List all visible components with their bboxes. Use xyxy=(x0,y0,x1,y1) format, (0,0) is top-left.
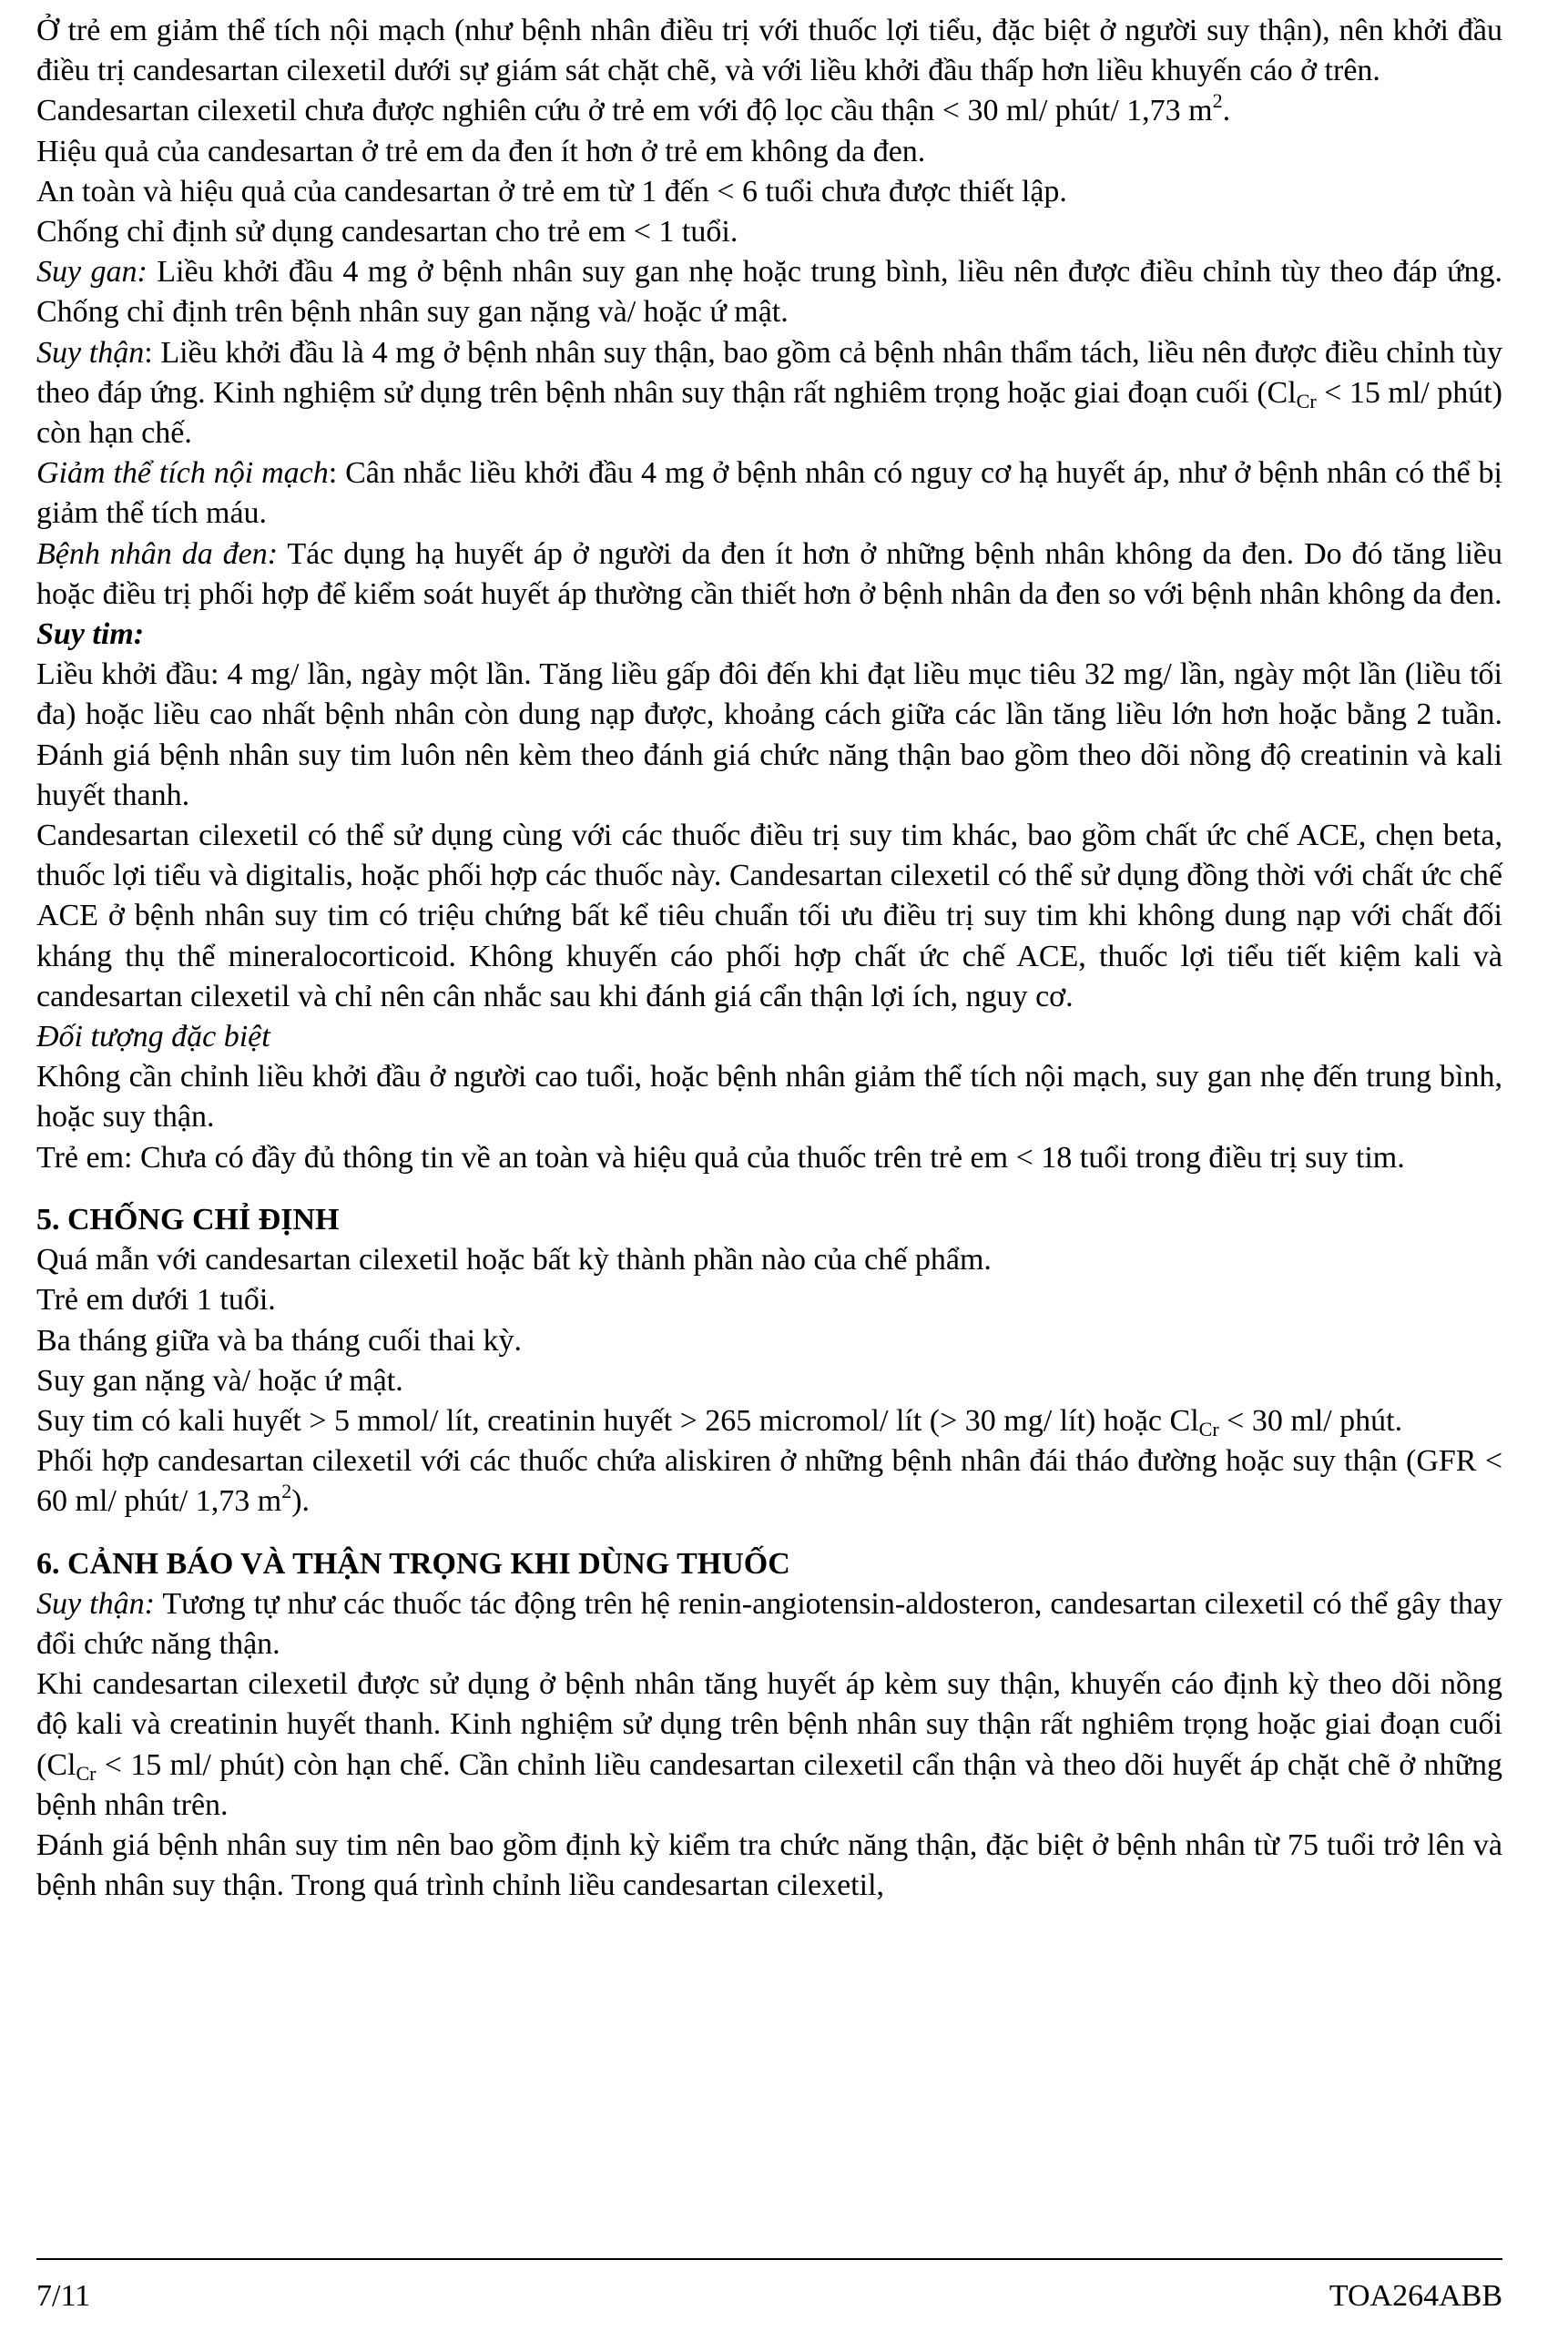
black-patients-paragraph xyxy=(36,534,1502,615)
subscript: Cr xyxy=(1296,389,1317,412)
paragraph: Hiệu quả của candesartan ở trẻ em da đen ít hơn ở trẻ em không da đen. xyxy=(36,134,926,168)
paragraph xyxy=(36,91,1502,131)
text-run: < 30 ml/ phút. xyxy=(1218,1403,1403,1438)
paragraph: An toàn và hiệu quả của candesartan ở trẻ em từ 1 đến < 6 tuổi chưa được thiết lập. xyxy=(36,174,1067,209)
liver-paragraph xyxy=(36,252,1502,332)
text-run: < 15 ml/ phút) còn hạn chế. xyxy=(36,375,1502,451)
section-6-heading: 6. CẢNH BÁO VÀ THẬN TRỌNG KHI DÙNG THUỐC xyxy=(36,1546,790,1581)
text-run: . xyxy=(1222,94,1231,128)
paragraph: Đánh giá bệnh nhân suy tim nên bao gồm định kỳ kiểm tra chức năng thận, đặc biệt ở bệnh nhân từ 75 tuổi trở lên và bệnh nhân suy thận. Trong quá trình chỉnh liều candesartan cilexetil, xyxy=(36,1827,1502,1903)
subscript: Cr xyxy=(76,1761,97,1785)
paragraph: Ở trẻ em giảm thể tích nội mạch (như bệnh nhân điều trị với thuốc lợi tiểu, đặc biệt ở người suy thận), nên khởi đầu điều trị candesartan cilexetil dưới sự giám sát chặt chẽ, và với liều khởi đầu thấp hơn liều khuyến cáo ở trên. xyxy=(36,14,1502,88)
page-footer xyxy=(36,2276,1502,2316)
text-run: : Cân nhắc liều khởi đầu 4 mg ở bệnh nhân có nguy cơ hạ huyết áp, như ở bệnh nhân có thể bị giảm thể tích máu. xyxy=(36,456,1502,531)
list-item: Trẻ em dưới 1 tuổi. xyxy=(36,1283,276,1318)
italic-label: Đối tượng đặc biệt xyxy=(36,1020,270,1054)
text-run: ). xyxy=(291,1484,311,1519)
spacer xyxy=(36,1522,1502,1544)
paragraph xyxy=(36,1664,1502,1826)
paragraph: Liều khởi đầu: 4 mg/ lần, ngày một lần. Tăng liều gấp đôi đến khi đạt liều mục tiêu 32 mg/ lần, ngày một lần (liều tối đa) hoặc liều cao nhất bệnh nhân còn dung nạp được, khoảng cách giữa các lần tăng liều lớn hơn hoặc bằng 2 tuần. Đánh giá bệnh nhân suy tim luôn nên kèm theo đánh giá chức năng thận bao gồm theo dõi nồng độ creatinin và kali huyết thanh. xyxy=(36,657,1502,812)
special-heading xyxy=(36,1017,1502,1057)
paragraph: Không cần chỉnh liều khởi đầu ở người cao tuổi, hoặc bệnh nhân giảm thể tích nội mạch, suy gan nhẹ đến trung bình, hoặc suy thận. xyxy=(36,1060,1502,1135)
italic-label: Suy thận xyxy=(36,335,145,370)
text-run: Liều khởi đầu 4 mg ở bệnh nhân suy gan nhẹ hoặc trung bình, liều nên được điều chỉnh tùy theo đáp ứng. Chống chỉ định trên bệnh nhân suy gan nặng và/ hoặc ứ mật. xyxy=(36,255,1502,330)
paragraph: Trẻ em: Chưa có đầy đủ thông tin về an toàn và hiệu quả của thuốc trên trẻ em < 18 tuổi trong điều trị suy tim. xyxy=(36,1140,1405,1175)
italic-label: Giảm thể tích nội mạch xyxy=(36,456,329,491)
text-run: Candesartan cilexetil chưa được nghiên cứu ở trẻ em với độ lọc cầu thận < 30 ml/ phút/ 1,73 m xyxy=(36,94,1213,128)
list-item: Quá mẫn với candesartan cilexetil hoặc bất kỳ thành phần nào của chế phẩm. xyxy=(36,1243,992,1277)
list-item: Ba tháng giữa và ba tháng cuối thai kỳ. xyxy=(36,1323,523,1358)
text-run: Tác dụng hạ huyết áp ở người da đen ít hơn ở những bệnh nhân không da đen. Do đó tăng liều hoặc điều trị phối hợp để kiểm soát huyết áp thường cần thiết hơn ở bệnh nhân da đen so với bệnh nhân không da đen. xyxy=(36,536,1502,611)
subscript: Cr xyxy=(1198,1417,1219,1440)
text-run: < 15 ml/ phút) còn hạn chế. Cần chỉnh liều candesartan cilexetil cẩn thận và theo dõi huyết áp chặt chẽ ở những bệnh nhân trên. xyxy=(36,1747,1502,1822)
italic-label: Suy thận: xyxy=(36,1586,155,1621)
volume-paragraph xyxy=(36,453,1502,534)
paragraph: Candesartan cilexetil có thể sử dụng cùng với các thuốc điều trị suy tim khác, bao gồm chất ức chế ACE, chẹn beta, thuốc lợi tiểu và digitalis, hoặc phối hợp các thuốc này. Candesartan cilexetil có thể sử dụng đồng thời với chất ức chế ACE ở bệnh nhân suy tim có triệu chứng bất kể tiêu chuẩn tối ưu điều trị suy tim khi không dung nạp với chất đối kháng thụ thể mineralocorticoid. Không khuyến cáo phối hợp chất ức chế ACE, thuốc lợi tiểu tiết kiệm kali và candesartan cilexetil và chỉ nên cân nhắc sau khi đánh giá cẩn thận lợi ích, nguy cơ. xyxy=(36,819,1502,1013)
section-5-heading: 5. CHỐNG CHỈ ĐỊNH xyxy=(36,1202,340,1237)
list-item xyxy=(36,1401,1502,1441)
text-run: : Liều khởi đầu là 4 mg ở bệnh nhân suy thận, bao gồm cả bệnh nhân thẩm tách, liều nên được điều chỉnh tùy theo đáp ứng. Kinh nghiệm sử dụng trên bệnh nhân suy thận rất nghiêm trọng hoặc giai đoạn cuối (Cl xyxy=(36,335,1502,410)
superscript: 2 xyxy=(281,1480,292,1503)
paragraph: Chống chỉ định sử dụng candesartan cho trẻ em < 1 tuổi. xyxy=(36,215,738,249)
list-item xyxy=(36,1441,1502,1522)
text-run: Suy tim có kali huyết > 5 mmol/ lít, creatinin huyết > 265 micromol/ lít (> 30 mg/ lít) hoặc Cl xyxy=(36,1403,1199,1438)
list-item: Suy gan nặng và/ hoặc ứ mật. xyxy=(36,1363,403,1398)
text-run: Phối hợp candesartan cilexetil với các thuốc chứa aliskiren ở những bệnh nhân đái tháo đường hoặc suy thận (GFR < 60 ml/ phút/ 1,73 m xyxy=(36,1444,1502,1519)
text-run: Tương tự như các thuốc tác động trên hệ renin-angiotensin-aldosteron, candesartan cilexetil có thể gây thay đổi chức năng thận. xyxy=(36,1586,1502,1661)
footer-rule xyxy=(36,2258,1502,2260)
kidney-paragraph xyxy=(36,333,1502,454)
italic-label: Suy gan: xyxy=(36,255,148,290)
paragraph xyxy=(36,1584,1502,1664)
superscript: 2 xyxy=(1212,89,1223,113)
spacer xyxy=(36,1178,1502,1200)
text-run: Khi candesartan cilexetil được sử dụng ở bệnh nhân tăng huyết áp kèm suy thận, khuyến cáo định kỳ theo dõi nồng độ kali và creatinin huyết thanh. Kinh nghiệm sử dụng trên bệnh nhân suy thận rất nghiêm trọng hoặc giai đoạn cuối (Cl xyxy=(36,1667,1502,1782)
heart-failure-heading: Suy tim: xyxy=(36,617,145,652)
document-code: TOA264ABB xyxy=(1329,2279,1502,2313)
page-number: 7/11 xyxy=(36,2279,91,2313)
document-body xyxy=(36,11,1502,1906)
italic-label: Bệnh nhân da đen: xyxy=(36,536,279,571)
